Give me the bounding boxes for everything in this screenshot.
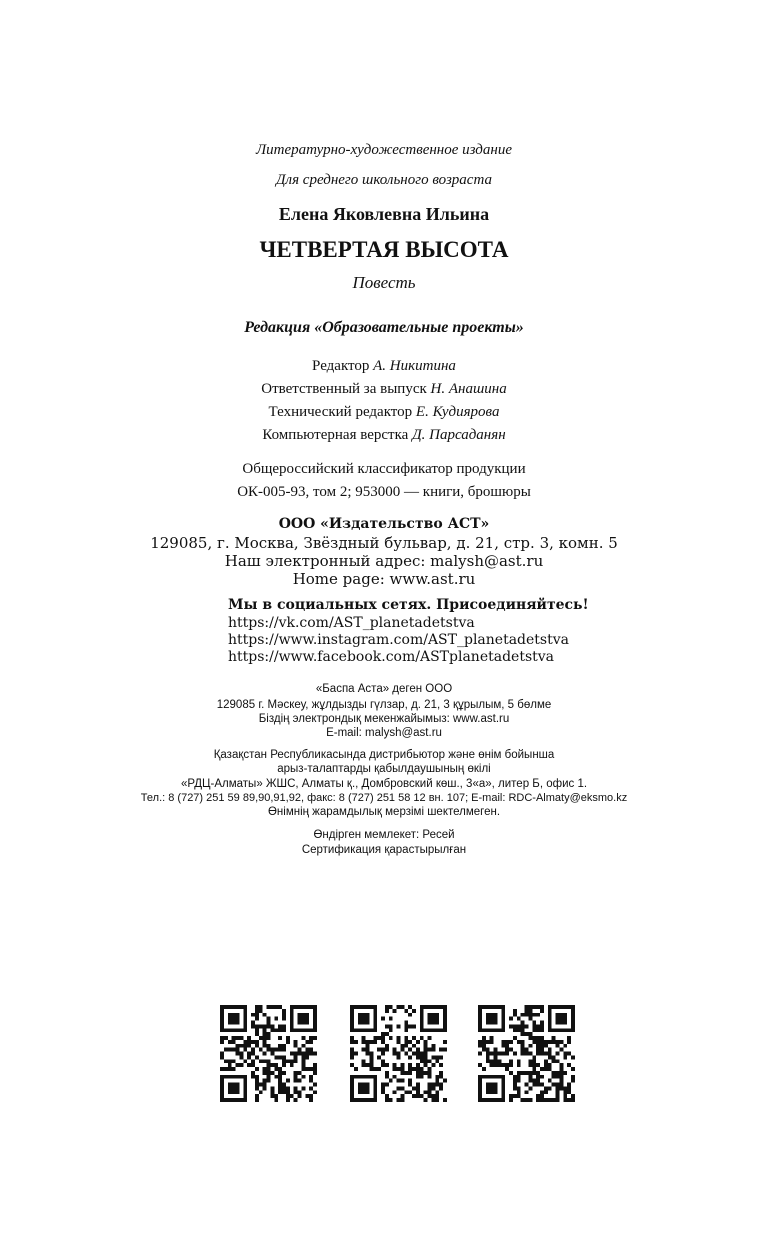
publisher-email: Наш электронный адрес: malysh@ast.ru bbox=[224, 552, 544, 570]
social-link-vk[interactable]: https://vk.com/AST_planetadetstva bbox=[228, 615, 475, 631]
credit-person: Д. Парсаданян bbox=[412, 427, 506, 443]
credit-editor bbox=[0, 358, 768, 381]
book-subtitle: Повесть bbox=[352, 273, 416, 292]
credit-responsible bbox=[0, 381, 768, 404]
credit-role: Редактор bbox=[312, 358, 374, 374]
kz-line: арыз-талаптарды қабылдаушының өкілі bbox=[277, 763, 491, 775]
credit-role: Компьютерная верстка bbox=[262, 427, 413, 443]
author-name: Елена Яковлевна Ильина bbox=[278, 204, 490, 224]
kz-line: Тел.: 8 (727) 251 59 89,90,91,92, факс: 8 (727) 251 58 12 вн. 107; E-mail: RDC-Almaty@eksmo.kz bbox=[140, 792, 628, 804]
kz-line: Біздің электрондық мекенжайымыз: www.ast.ru bbox=[258, 713, 510, 725]
classifier-line-2: ОК-005-93, том 2; 953000 — книги, брошюры bbox=[237, 484, 531, 500]
social-heading: Мы в социальных сетях. Присоединяйтесь! bbox=[228, 597, 589, 613]
kz-line: «Баспа Аста» деген ООО bbox=[315, 683, 453, 695]
social-link-instagram[interactable]: https://www.instagram.com/AST_planetadetstva bbox=[228, 632, 569, 648]
credit-role: Технический редактор bbox=[268, 404, 416, 420]
kz-line: E-mail: malysh@ast.ru bbox=[326, 727, 442, 739]
publisher-name: ООО «Издательство АСТ» bbox=[278, 516, 490, 532]
credit-layout bbox=[0, 427, 768, 450]
product-classifier bbox=[0, 461, 768, 507]
kz-line: Өндірген мемлекет: Ресей bbox=[313, 829, 455, 841]
credit-tech-editor bbox=[0, 404, 768, 427]
kz-line: 129085 г. Мәскеу, жұлдызды гүлзар, д. 21, 3 құрылым, 5 бөлме bbox=[216, 699, 552, 711]
qr-code bbox=[220, 1005, 317, 1102]
kz-line: Өнімнің жарамдылық мерзімі шектелмеген. bbox=[267, 806, 501, 818]
qr-code bbox=[478, 1005, 575, 1102]
credit-role: Ответственный за выпуск bbox=[261, 381, 431, 397]
credit-person: Н. Анашина bbox=[430, 381, 507, 397]
publisher-address: 129085, г. Москва, Звёздный бульвар, д. 21, стр. 3, комн. 5 bbox=[150, 534, 618, 552]
kz-line: «РДЦ-Алматы» ЖШС, Алматы қ., Домбровский көш., 3«а», литер Б, офис 1. bbox=[180, 778, 588, 790]
classifier-line-1: Общероссийский классификатор продукции bbox=[242, 461, 526, 477]
credits-list bbox=[0, 358, 768, 450]
kz-line: Қазақстан Республикасында дистрибьютор және өнім бойынша bbox=[213, 749, 555, 761]
edition-type: Литературно-художественное издание bbox=[256, 142, 512, 158]
credit-person: Е. Кудиярова bbox=[415, 404, 500, 420]
social-link-facebook[interactable]: https://www.facebook.com/ASTplanetadetstva bbox=[228, 649, 555, 665]
redaction-name: Редакция «Образовательные проекты» bbox=[244, 319, 524, 336]
age-group: Для среднего школьного возраста bbox=[276, 172, 492, 188]
qr-code bbox=[350, 1005, 447, 1102]
credit-person: А. Никитина bbox=[373, 358, 456, 374]
kz-line: Сертификация қарастырылған bbox=[301, 844, 467, 856]
book-title: ЧЕТВЕРТАЯ ВЫСОТА bbox=[259, 237, 509, 262]
publisher-homepage: Home page: www.ast.ru bbox=[292, 570, 476, 588]
